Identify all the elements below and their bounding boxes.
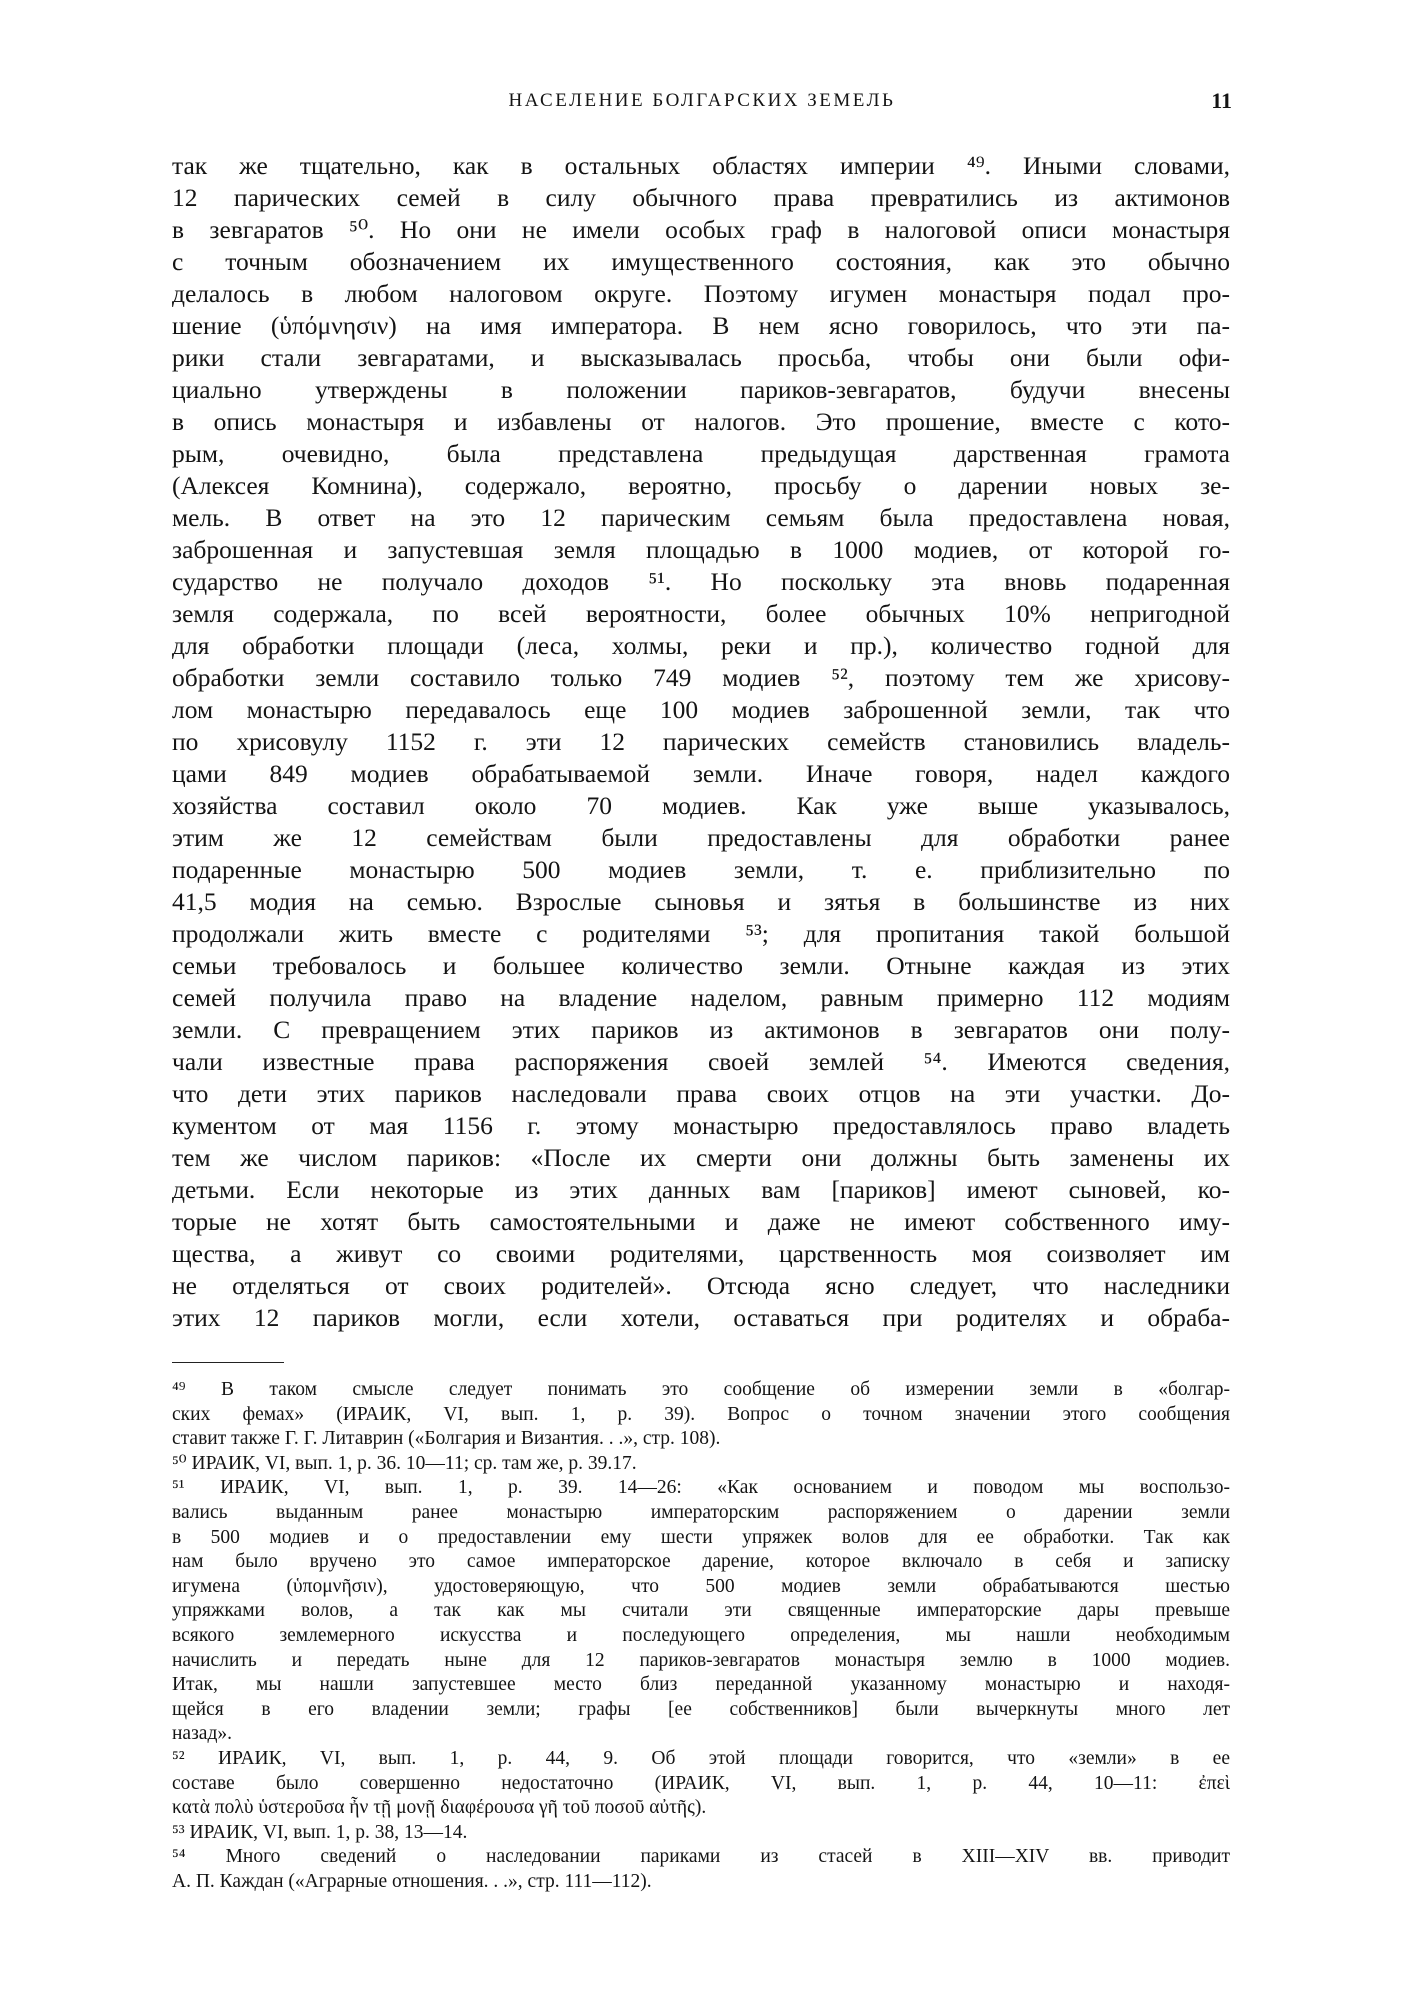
running-title: НАСЕЛЕНИЕ БОЛГАРСКИХ ЗЕМЕЛЬ	[508, 90, 896, 111]
text-line: лом монастырю передавалось еще 100 модиев заброшенной земли, так что	[172, 695, 1230, 724]
text-line: не отделяться от своих родителей». Отсюда ясно следует, что наследники	[172, 1271, 1230, 1300]
footnote-line: всякого землемерного искусства и последующего определения, мы нашли необходимым	[172, 1624, 1230, 1646]
text-line: подаренные монастырю 500 модиев земли, т. е. приблизительно по	[172, 855, 1230, 884]
text-line: цами 849 модиев обрабатываемой земли. Иначе говоря, надел каждого	[172, 759, 1230, 788]
footnote-line: А. П. Каждан («Аграрные отношения. . .», стр. 111—112).	[172, 1870, 652, 1892]
footnote-line: ⁵² ИРАИК, VI, вып. 1, р. 44, 9. Об этой площади говорится, что «земли» в ее	[172, 1747, 1230, 1769]
text-line: делалось в любом налоговом округе. Поэтому игумен монастыря подал про-	[172, 279, 1230, 308]
footnote-line: ⁴⁹ В таком смысле следует понимать это сообщение об измерении земли в «болгар-	[172, 1379, 1230, 1400]
text-line: рики стали зевгаратами, и высказывалась просьба, чтобы они были офи-	[172, 343, 1230, 372]
footnote-line: упряжками волов, а так как мы считали эти священные императорские дары превыше	[172, 1600, 1230, 1622]
footnote-line: нам было вручено это самое императорское дарение, которое включало в себя и записку	[172, 1551, 1230, 1573]
text-line: мель. В ответ на это 12 парическим семьям была предоставлена новая,	[172, 503, 1230, 532]
footnote-line: ставит также Г. Г. Литаврин («Болгария и Византия. . .», стр. 108).	[172, 1428, 721, 1450]
text-line: что дети этих париков наследовали права своих отцов на эти участки. До-	[172, 1079, 1230, 1108]
text-line: этим же 12 семействам были предоставлены для обработки ранее	[172, 823, 1230, 852]
text-line: заброшенная и запустевшая земля площадью в 1000 модиев, от которой го-	[172, 535, 1230, 564]
footnote-line: ских фемах» (ИРАИК, VI, вып. 1, р. 39). Вопрос о точном значении этого сообщения	[172, 1403, 1230, 1425]
footnote-line: Итак, мы нашли запустевшее место близ переданной указанному монастырю и находя-	[172, 1674, 1230, 1696]
text-line: этих 12 париков могли, если хотели, оставаться при родителях и обраба-	[172, 1303, 1230, 1332]
text-line: 41,5 модия на семью. Взрослые сыновья и зятья в большинстве из них	[172, 887, 1230, 916]
text-line: семей получила право на владение наделом, равным примерно 112 модиям	[172, 983, 1230, 1012]
footnote-line: ⁵⁰ ИРАИК, VI, вып. 1, р. 36. 10—11; ср. там же, р. 39.17.	[172, 1452, 637, 1474]
text-line: кументом от мая 1156 г. этому монастырю предоставлялось право владеть	[172, 1111, 1230, 1140]
text-line: в зевгаратов ⁵⁰. Но они не имели особых граф в налоговой описи монастыря	[172, 215, 1230, 244]
text-line: сударство не получало доходов ⁵¹. Но поскольку эта вновь подаренная	[172, 567, 1230, 596]
footnote-line: ⁵¹ ИРАИК, VI, вып. 1, р. 39. 14—26: «Как основанием и поводом мы воспользо-	[172, 1477, 1230, 1499]
footnote-line: начислить и передать ныне для 12 париков-зевгаратов монастыря землю в 1000 модиев.	[172, 1649, 1230, 1671]
footnote-line: ⁵⁴ Много сведений о наследовании париками из стасей в XIII—XIV вв. приводит	[172, 1846, 1230, 1868]
text-line: детьми. Если некоторые из этих данных вам [париков] имеют сыновей, ко-	[172, 1175, 1230, 1204]
text-line: обработки земли составило только 749 модиев ⁵², поэтому тем же хрисову-	[172, 663, 1230, 692]
text-line: чали известные права распоряжения своей землей ⁵⁴. Имеются сведения,	[172, 1047, 1230, 1076]
footnote-line: вались выданным ранее монастырю императорским распоряжением о дарении земли	[172, 1501, 1230, 1523]
text-line: (Алексея Комнина), содержало, вероятно, просьбу о дарении новых зе-	[172, 471, 1230, 500]
text-line: земля содержала, по всей вероятности, более обычных 10% непригодной	[172, 599, 1230, 628]
text-line: тем же числом париков: «После их смерти они должны быть заменены их	[172, 1143, 1230, 1172]
text-line: земли. С превращением этих париков из актимонов в зевгаратов они полу-	[172, 1015, 1230, 1044]
footnotes	[172, 1378, 1230, 1894]
main-text	[172, 150, 1230, 1334]
footnote-line: ⁵³ ИРАИК, VI, вып. 1, р. 38, 13—14.	[172, 1821, 468, 1843]
text-line: в опись монастыря и избавлены от налогов. Это прошение, вместе с кото-	[172, 407, 1230, 436]
text-line: торые не хотят быть самостоятельными и даже не имеют собственного иму-	[172, 1207, 1230, 1236]
text-line: по хрисовулу 1152 г. эти 12 парических семейств становились владель-	[172, 727, 1230, 756]
footnote-line: назад».	[172, 1723, 232, 1745]
page-number: 11	[1211, 88, 1232, 113]
running-header	[172, 86, 1232, 116]
footnote-line: в 500 модиев и о предоставлении ему шести упряжек волов для ее обработки. Так как	[172, 1526, 1230, 1548]
text-line: продолжали жить вместе с родителями ⁵³; для пропитания такой большой	[172, 919, 1230, 948]
footnote-line: составе было совершенно недостаточно (ИРАИК, VI, вып. 1, р. 44, 10—11: ἐπεὶ	[172, 1772, 1230, 1794]
footnote-line: κατὰ πολὺ ὑστεροῦσα ἦν τῇ μονῇ διαφέρουσα γῆ τοῦ ποσοῦ αὐτῆς).	[172, 1797, 707, 1819]
text-line: щества, а живут со своими родителями, царственность моя соизволяет им	[172, 1239, 1230, 1268]
text-line: с точным обозначением их имущественного состояния, как это обычно	[172, 247, 1230, 276]
footnote-divider	[172, 1362, 284, 1363]
text-line: 12 парических семей в силу обычного права превратились из актимонов	[172, 183, 1230, 212]
text-line: для обработки площади (леса, холмы, реки и пр.), количество годной для	[172, 631, 1230, 660]
text-line: рым, очевидно, была представлена предыдущая дарственная грамота	[172, 439, 1230, 468]
text-line: циально утверждены в положении париков-зевгаратов, будучи внесены	[172, 375, 1230, 404]
footnote-line: щейся в его владении земли; графы [ее собственников] были вычеркнуты много лет	[172, 1698, 1230, 1720]
text-line: так же тщательно, как в остальных областях империи ⁴⁹. Иными словами,	[172, 151, 1230, 180]
text-line: семьи требовалось и большее количество земли. Отныне каждая из этих	[172, 951, 1230, 980]
footnote-line: игумена (ὑπομνῆσιν), удостоверяющую, что 500 модиев земли обрабатываются шестью	[172, 1575, 1230, 1597]
text-line: шение (ὑπόμνησιν) на имя императора. В нем ясно говорилось, что эти па-	[172, 311, 1230, 340]
text-line: хозяйства составил около 70 модиев. Как уже выше указывалось,	[172, 791, 1230, 820]
